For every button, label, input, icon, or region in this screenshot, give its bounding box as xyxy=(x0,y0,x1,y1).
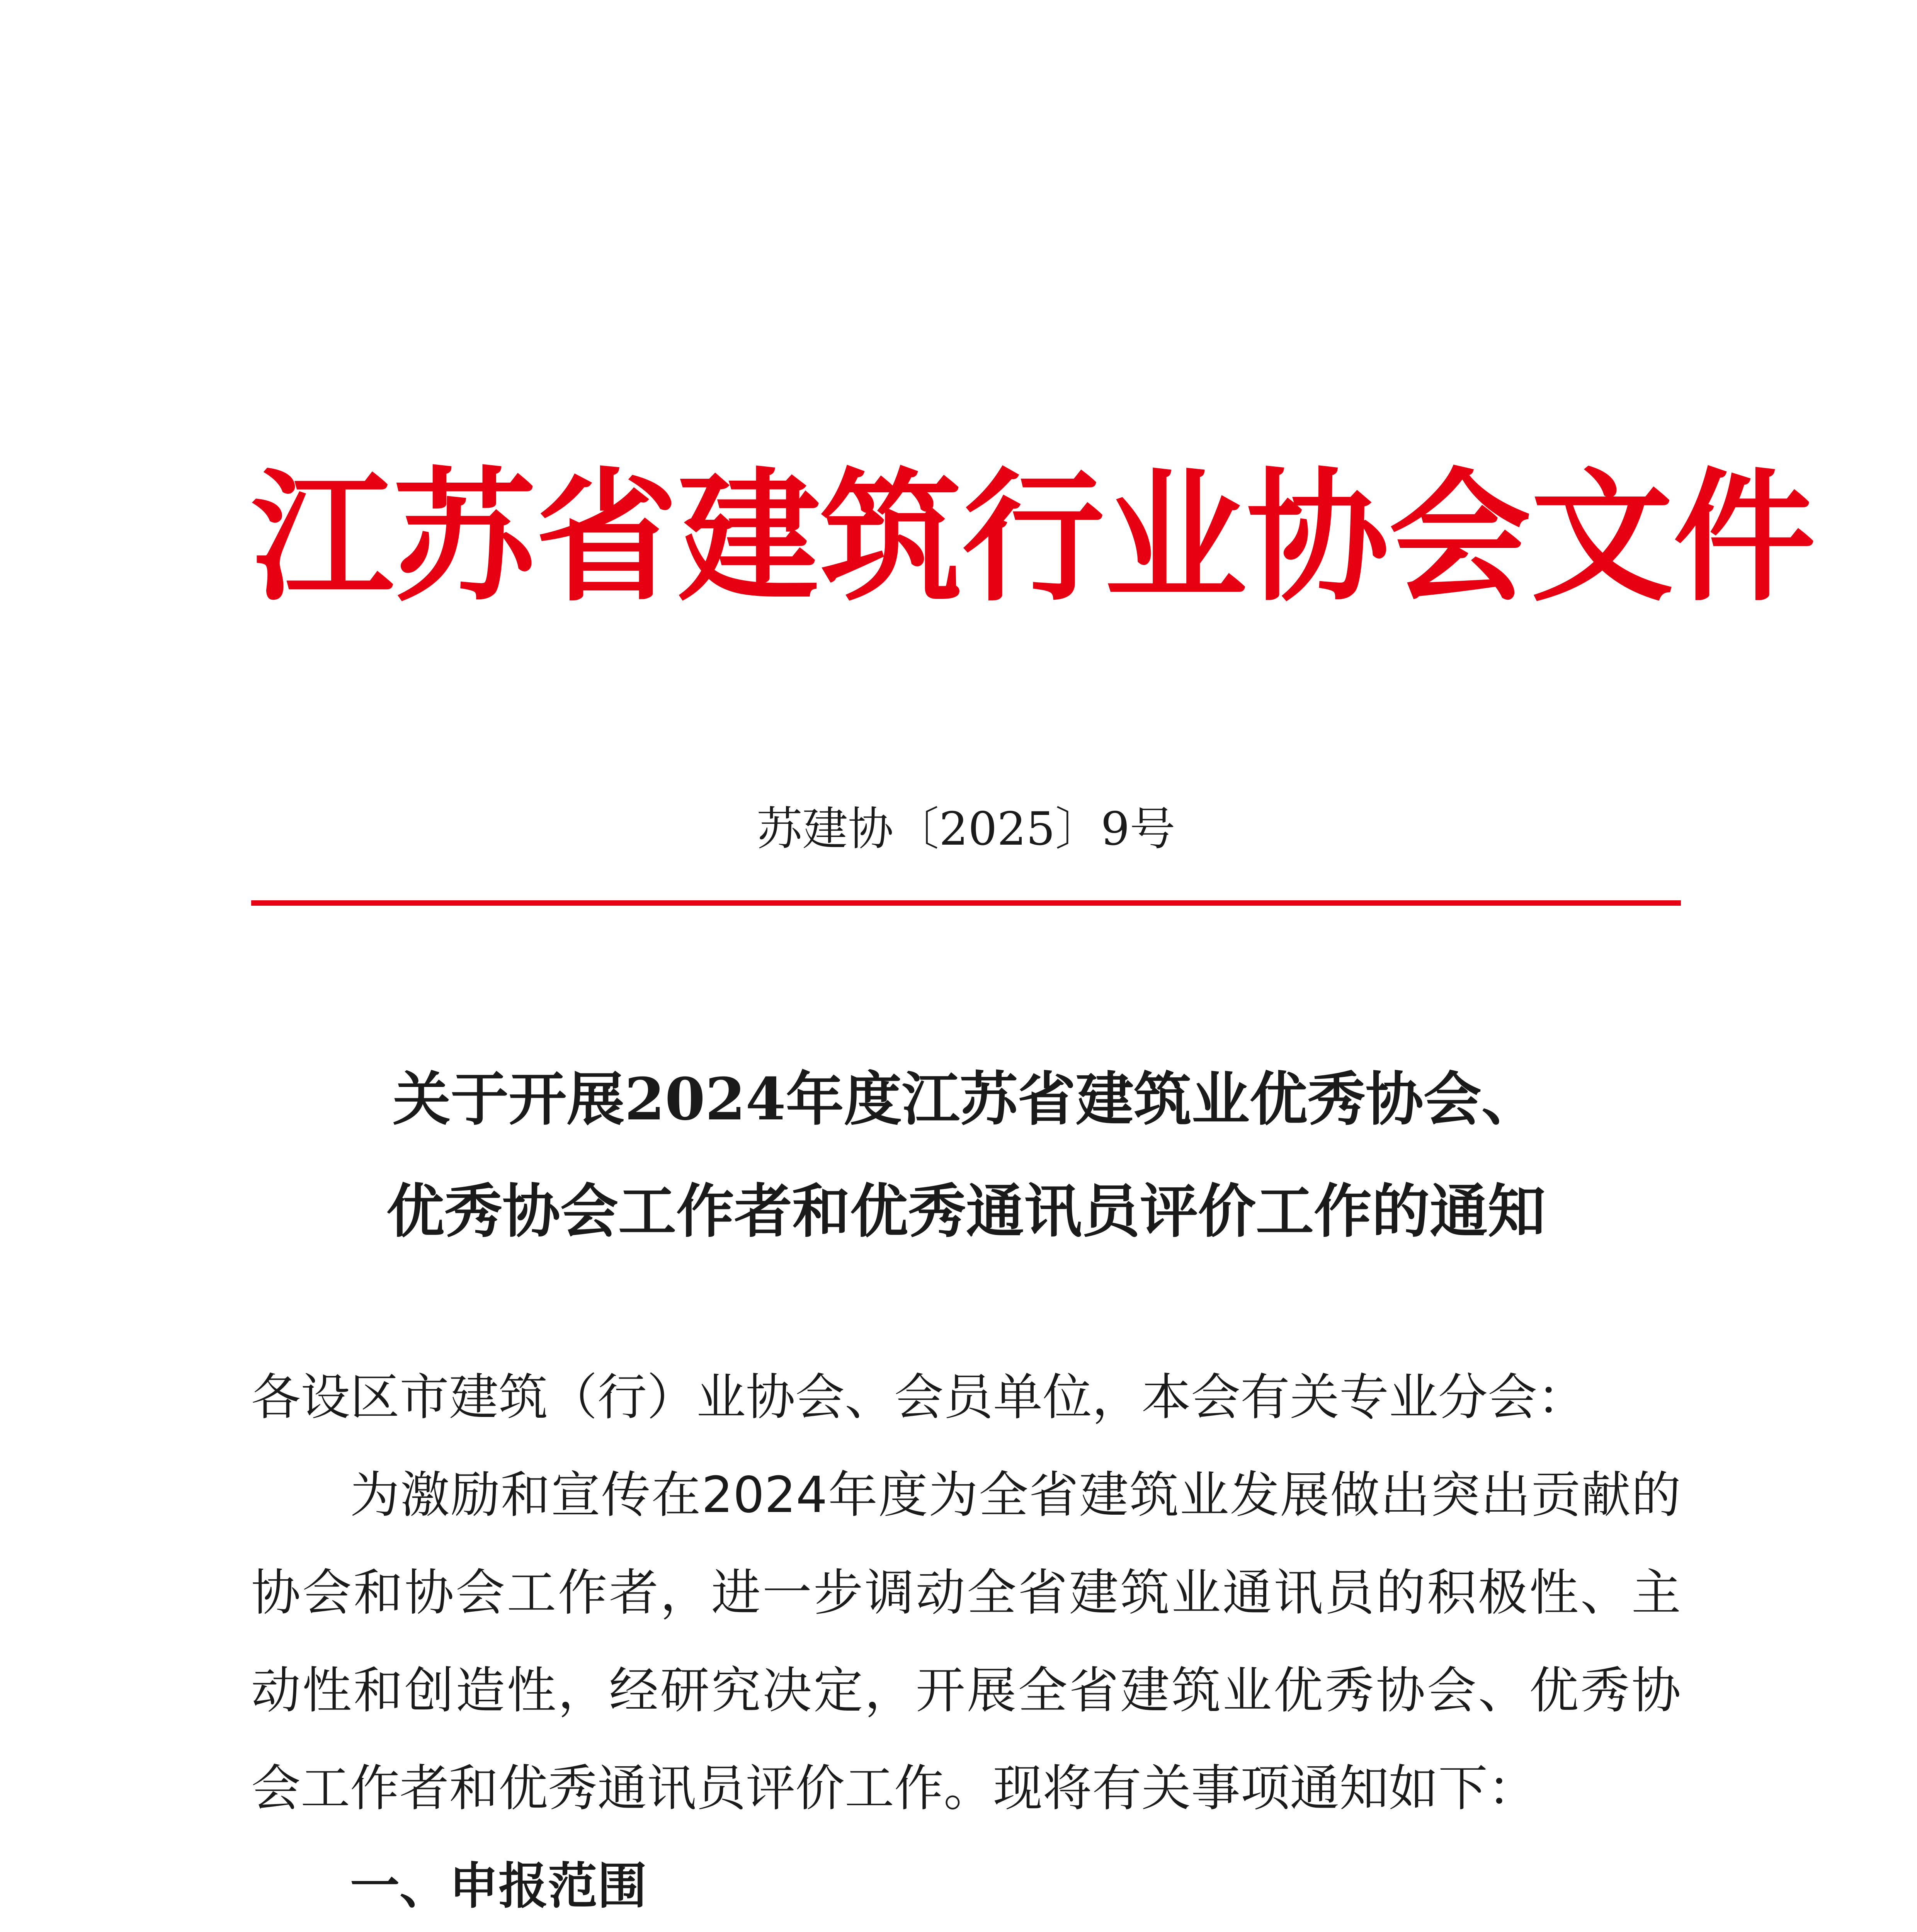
red-divider-rule xyxy=(251,900,1681,906)
notice-title-line-1: 关于开展2024年度江苏省建筑业优秀协会、 xyxy=(393,1065,1539,1133)
notice-title-line-2: 优秀协会工作者和优秀通讯员评价工作的通知 xyxy=(386,1177,1546,1245)
notice-body xyxy=(251,1349,1681,1932)
intro-paragraph: 为激励和宣传在2024年度为全省建筑业发展做出突出贡献的协会和协会工作者，进一步调动全省建筑业通讯员的积极性、主动性和创造性，经研究决定，开展全省建筑业优秀协会、优秀协会工作者和优秀通讯员评价工作。现将有关事项通知如下： xyxy=(251,1466,1681,1817)
notice-title xyxy=(251,1043,1681,1267)
section-heading-scope: 一、申报范围 xyxy=(350,1857,647,1915)
salutation: 各设区市建筑（行）业协会、会员单位，本会有关专业分会： xyxy=(251,1369,1587,1426)
document-number: 苏建协〔2025〕9号 xyxy=(757,802,1175,855)
masthead-title: 江苏省建筑行业协会文件 xyxy=(251,453,1815,621)
